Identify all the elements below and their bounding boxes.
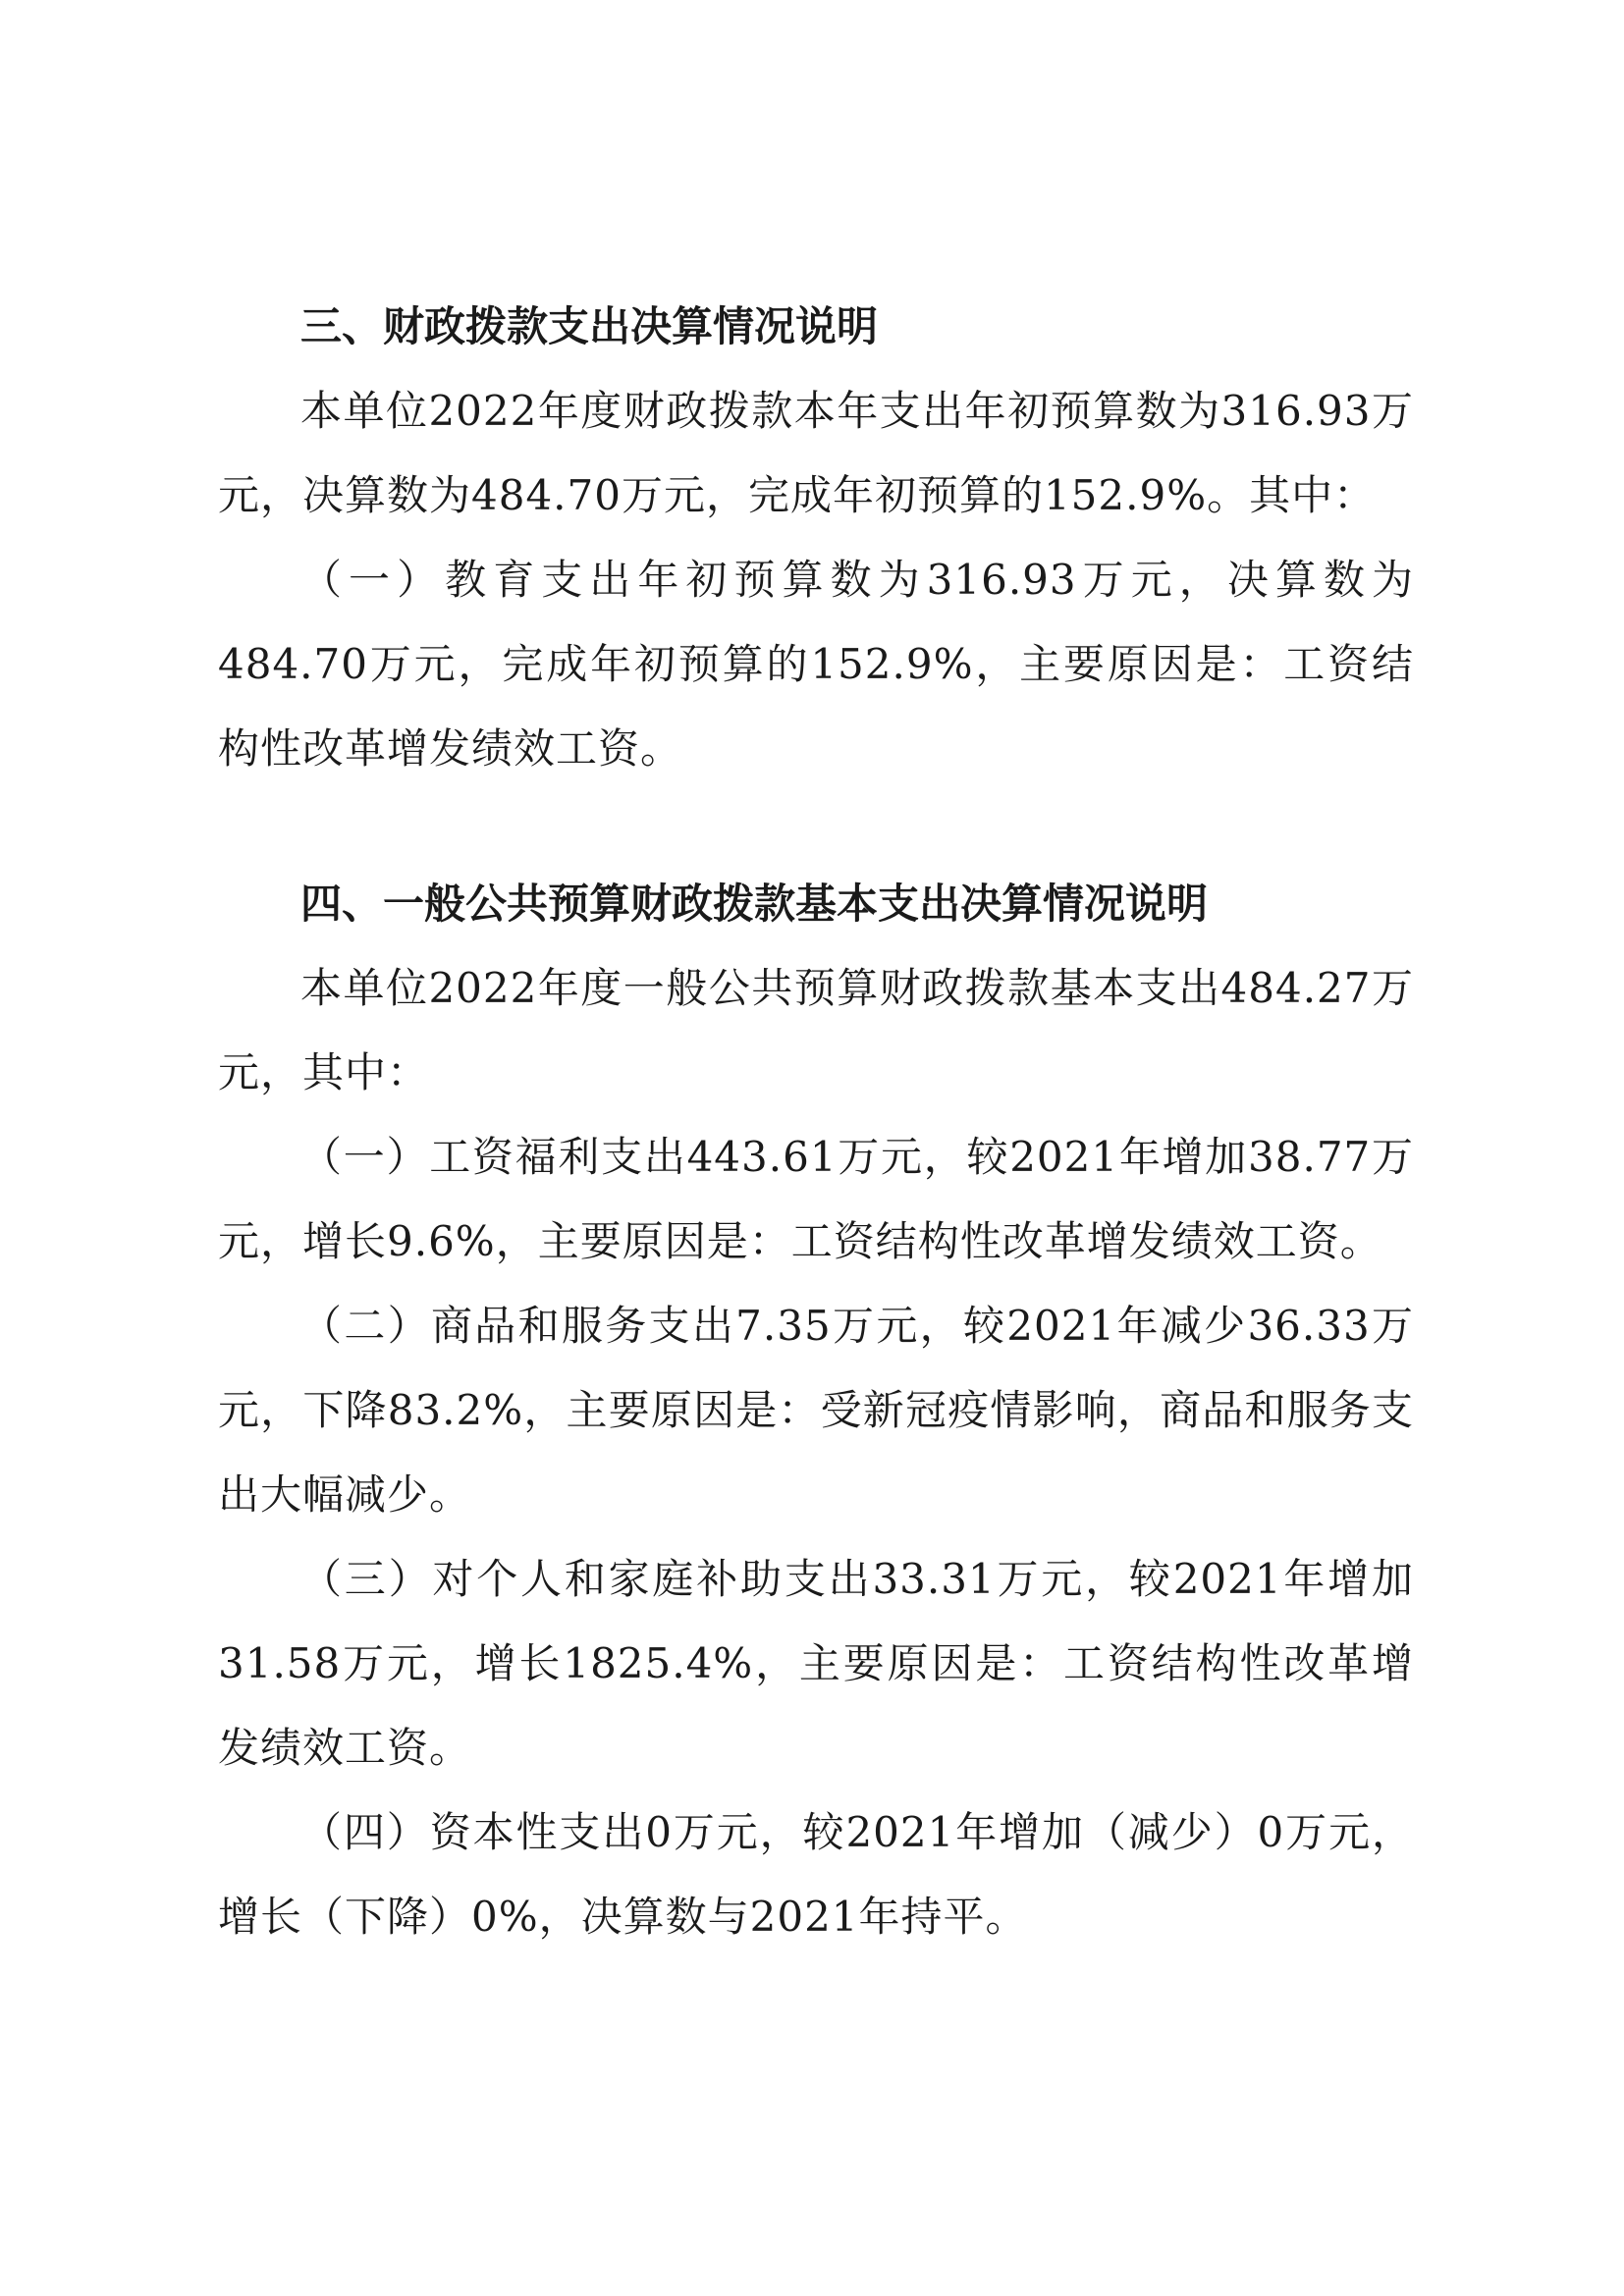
section-4-paragraph-1: 本单位2022年度一般公共预算财政拨款基本支出484.27万元，其中： [218, 964, 1414, 1096]
document-page [218, 285, 1414, 1959]
section-3-heading: 三、财政拨款支出决算情况说明 [300, 302, 879, 350]
section-3-paragraph-2: （一）教育支出年初预算数为316.93万元，决算数为484.70万元，完成年初预算的152.9%，主要原因是：工资结构性改革增发绩效工资。 [218, 556, 1414, 773]
section-spacer [218, 791, 1414, 862]
section-4-item-3: （三）对个人和家庭补助支出33.31万元，较2021年增加31.58万元，增长1825.4%，主要原因是：工资结构性改革增发绩效工资。 [218, 1555, 1414, 1772]
section-4-heading: 四、一般公共预算财政拨款基本支出决算情况说明 [300, 880, 1209, 928]
section-3-paragraph-1: 本单位2022年度财政拨款本年支出年初预算数为316.93万元，决算数为484.70万元，完成年初预算的152.9%。其中： [218, 387, 1414, 519]
section-4-item-4: （四）资本性支出0万元，较2021年增加（减少）0万元，增长（下降）0%，决算数与2021年持平。 [218, 1808, 1414, 1941]
section-4-item-1: （一）工资福利支出443.61万元，较2021年增加38.77万元，增长9.6%，主要原因是：工资结构性改革增发绩效工资。 [218, 1133, 1414, 1265]
section-4-item-2: （二）商品和服务支出7.35万元，较2021年减少36.33万元，下降83.2%，主要原因是：受新冠疫情影响，商品和服务支出大幅减少。 [218, 1302, 1414, 1519]
